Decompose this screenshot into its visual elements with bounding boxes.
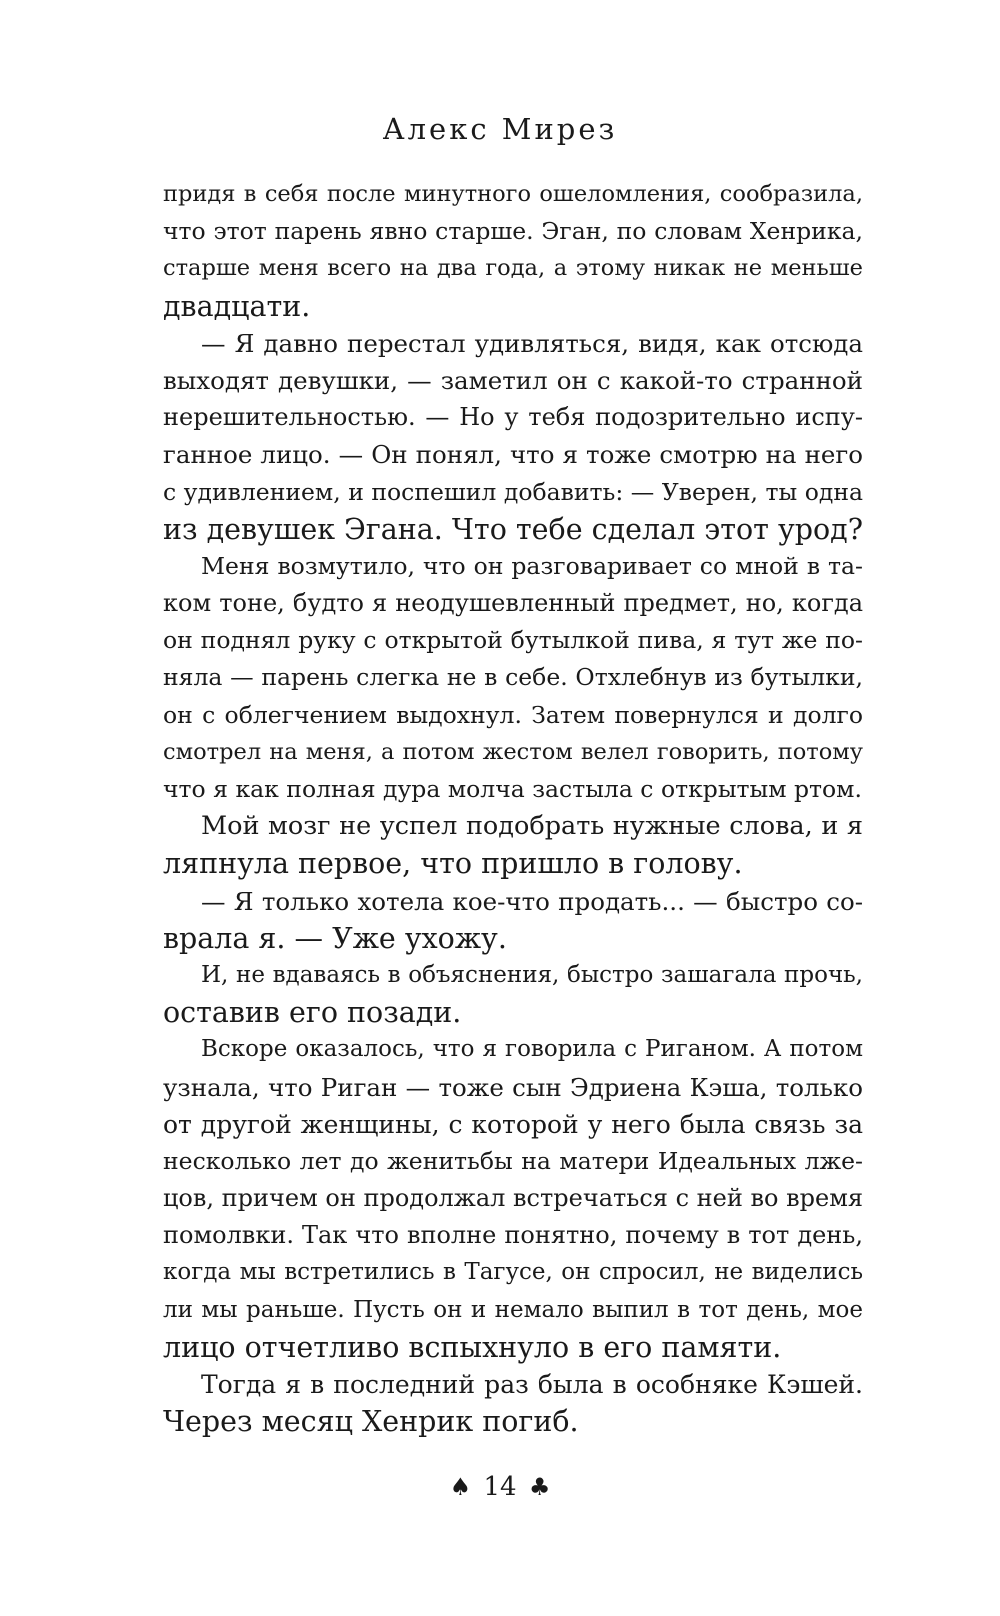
text-line: нерешительностью. — Но у тебя подозрительно испу- xyxy=(163,403,863,432)
text-line: — Я давно перестал удивляться, видя, как отсюда xyxy=(201,328,863,358)
text-line: он с облегчением выдохнул. Затем повернулся и долго xyxy=(163,700,863,729)
text-line: выходят девушки, — заметил он с какой-то странной xyxy=(163,365,863,395)
text-line: ганное лицо. — Он понял, что я тоже смотрю на него xyxy=(163,440,863,470)
text-line: врала я. — Уже ухожу. xyxy=(163,921,507,955)
text-line: ли мы раньше. Пусть он и немало выпил в тот день, мое xyxy=(163,1296,863,1323)
text-line: Тогда я в последний раз была в особняке Кэшей. xyxy=(201,1370,863,1399)
text-line: ком тоне, будто я неодушевленный предмет, но, когда xyxy=(163,589,863,618)
text-line: что я как полная дура молча застыла с открытым ртом. xyxy=(163,775,862,803)
text-line: И, не вдаваясь в объяснения, быстро зашагала прочь, xyxy=(201,961,863,988)
text-line: придя в себя после минутного ошеломления, сообразила, xyxy=(163,181,863,207)
running-head-author: Алекс Мирез xyxy=(382,112,618,146)
page-folio xyxy=(0,1472,1000,1502)
text-line: ляпнула первое, что пришло в голову. xyxy=(163,847,743,881)
text-line: от другой женщины, с которой у него была связь за xyxy=(163,1109,863,1139)
text-line: он поднял руку с открытой бутылкой пива, я тут же по- xyxy=(163,626,863,655)
text-line: что этот парень явно старше. Эган, по словам Хенрика, xyxy=(163,217,863,246)
text-line: узнала, что Риган — тоже сын Эдриена Кэша, только xyxy=(163,1072,863,1102)
text-line: когда мы встретились в Тагусе, он спросил, не виделись xyxy=(163,1259,863,1286)
text-line: лицо отчетливо вспыхнуло в его памяти. xyxy=(163,1330,782,1364)
text-line: двадцати. xyxy=(163,289,311,323)
text-line: цов, причем он продолжал встречаться с ней во время xyxy=(163,1184,863,1213)
body-text xyxy=(163,176,863,1440)
text-line: старше меня всего на два года, а этому никак не меньше xyxy=(163,255,863,282)
text-line: Меня возмутило, что он разговаривает со мной в та- xyxy=(201,551,863,580)
text-line: помолвки. Так что вполне понятно, почему в тот день, xyxy=(163,1221,863,1250)
page-number: 14 xyxy=(483,1472,517,1502)
club-icon: ♣ xyxy=(528,1473,551,1501)
text-line: Вскоре оказалось, что я говорила с Риганом. А потом xyxy=(201,1036,863,1063)
text-line: несколько лет до женитьбы на матери Идеальных лже- xyxy=(163,1146,863,1175)
text-line: смотрел на меня, а потом жестом велел говорить, потому xyxy=(163,738,863,765)
text-line: из девушек Эгана. Что тебе сделал этот урод? xyxy=(163,512,863,546)
spade-icon: ♠ xyxy=(449,1473,472,1501)
text-line: Через месяц Хенрик погиб. xyxy=(163,1405,579,1439)
text-line: Мой мозг не успел подобрать нужные слова, и я xyxy=(201,811,863,842)
text-line: — Я только хотела кое-что продать... — быстро со- xyxy=(201,886,863,916)
text-line: няла — парень слегка не в себе. Отхлебнув из бутылки, xyxy=(163,663,863,692)
text-line: с удивлением, и поспешил добавить: — Уверен, ты одна xyxy=(163,477,863,506)
text-line: оставив его позади. xyxy=(163,996,462,1030)
